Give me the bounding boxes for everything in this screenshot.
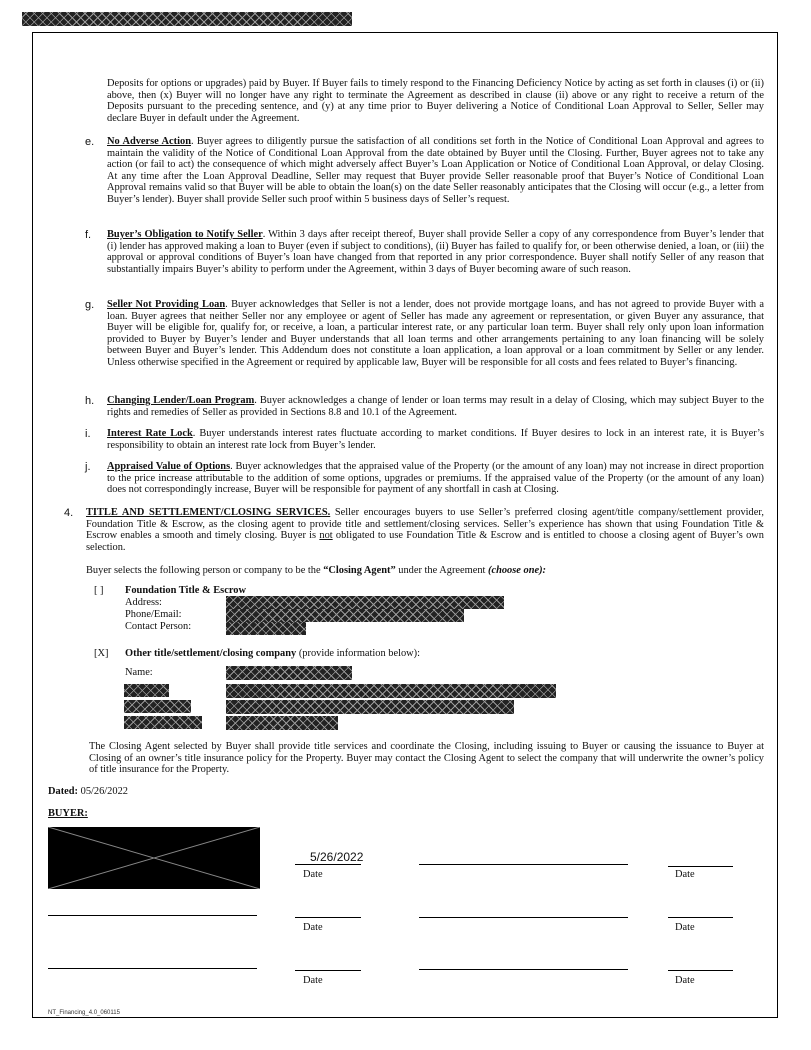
signature-date-line-2b <box>668 917 733 918</box>
dated-line <box>48 786 128 798</box>
form-footer-code: NT_Financing_4.0_060115 <box>48 1010 120 1016</box>
option-2-name-redaction <box>226 666 352 680</box>
option-2-value-redaction-3 <box>226 716 338 730</box>
dated-label: Dated: <box>48 786 79 797</box>
select-line-choose: (choose one): <box>488 565 547 576</box>
clause-h-title: Changing Lender/Loan Program <box>107 395 255 406</box>
date-label-3a: Date <box>303 975 323 986</box>
buyer-signature-redaction <box>48 827 260 889</box>
redaction-x-icon <box>48 827 260 889</box>
dated-value: 05/26/2022 <box>80 786 128 797</box>
signature-date-line-2a <box>295 917 361 918</box>
signature-line-2a <box>48 915 257 916</box>
clause-h-letter: h. <box>85 395 95 407</box>
date-label-1a: Date <box>303 869 323 880</box>
clause-e-letter: e. <box>85 136 95 148</box>
option-2-label-redaction-2 <box>124 700 191 713</box>
section-4-number: 4. <box>64 507 74 519</box>
clause-i-letter: i. <box>85 428 91 440</box>
option-1-address-label: Address: <box>125 597 162 608</box>
clause-j <box>107 461 764 496</box>
option-1-address-redaction <box>226 596 504 609</box>
clause-f-text: . Within 3 days after receipt thereof, Buyer shall provide Seller a copy of any correspondence from Buyer’s lender that (i) lender has approved making a loan to Buyer (even if subject to conditions), (ii) Buyer has failed to qualify for, or been otherwise denied, a loan, or (iii) the approval or approval conditions of Buyer’s loan have changed from that reported in any prior correspondence. Buyer shall notify Seller of any reason that substantially impairs Buyer’s ability to perform under the Agreement, within 3 days of Buyer becoming aware of such reason. <box>107 229 765 275</box>
date-label-1b: Date <box>675 869 695 880</box>
option-2-checkbox[interactable]: [X] <box>94 648 109 659</box>
header-redaction <box>22 12 352 26</box>
option-2-note: (provide information below): <box>296 648 421 659</box>
option-2-value-redaction-2 <box>226 700 514 714</box>
option-1-contact-label: Contact Person: <box>125 621 192 632</box>
clause-e <box>107 136 764 206</box>
clause-h-text: . Buyer acknowledges a change of lender or loan terms may result in a delay of Closing, which may subject Buyer to the rights and remedies of Seller as provided in Sections 8.8 and 10.1 of the Agreement. <box>107 395 764 418</box>
clause-i-text: . Buyer understands interest rates fluctuate according to market conditions. If Buyer desires to lock in an interest rate, it is Buyer’s responsibility to obtain an interest rate lock from Buyer’s lender. <box>107 428 764 451</box>
option-1-checkbox[interactable]: [ ] <box>94 585 104 596</box>
clause-g-text: . Buyer acknowledges that Seller is not a lender, does not provide mortgage loans, and has not agreed to provide Buyer with a loan. Buyer agrees that neither Seller nor any employee or agent of Seller has made any agreement or representation, or given Buyer any assurance, that Buyer will be eligible for, qualify for, or receive, a loan, a particular interest rate, or any particular loan term. Buyer shall rely only upon loan information provided to Buyer by Buyer’s lender and Buyer understands that all loan terms and other arrangements pertaining to any loan financing will be solely between Buyer and Buyer’s lender. This Addendum does not constitute a loan application, a loan approval or a loan commitment by Seller or any lender. Unless otherwise specified in the Agreement or required by applicable law, Buyer will be responsible for all costs and fees related to Buyer’s financing. <box>107 299 764 368</box>
clause-g-title: Seller Not Providing Loan <box>107 299 226 310</box>
option-2-name: Other title/settlement/closing company <box>125 648 297 659</box>
clause-e-text: . Buyer agrees to diligently pursue the satisfaction of all conditions set forth in the Notice of Conditional Loan Approval and agrees to maintain the validity of the Notice of Conditional Loan Approval from the date obtained by Buyer until the Closing. Further, Buyer agrees not to take any action (or fail to act) the consequence of which might adversely affect Buyer’s Loan Application or Notice of Conditional Loan Approval, or delay Closing. At any time after the Loan Approval Deadline, Seller may request that Buyer provide Seller reasonable proof that Buyer’s Notice of Conditional Loan Approval remains valid so that Buyer will be able to obtain the loan(s) on the date Seller reasonably anticipates that the Closing will occur (e.g., a letter from Buyer’s lender). Buyer shall provide Seller such proof within 5 business days of Seller’s request. <box>107 136 764 205</box>
date-label-3b: Date <box>675 975 695 986</box>
section-4-text-a: Seller encourages buyers to use Seller’s preferred closing agent/title company/settlement provider, Foundation Title & Escrow, as the closing agent to provide title and settlement/closing services. Seller’s experience has shown that using Foundation Title & Escrow enables a smooth and timely closing. Buyer is <box>86 507 764 542</box>
clause-j-title: Appraised Value of Options <box>107 461 231 472</box>
closing-agent-paragraph: The Closing Agent selected by Buyer shall provide title services and coordinate the Closing, including issuing to Buyer or causing the issuance to Buyer at Closing of an owner’s title insurance policy for the Property. Buyer may contact the Closing Agent to select the company that will underwrite the owner’s policy of title insurance for the Property. <box>89 741 764 776</box>
section-4-title: TITLE AND SETTLEMENT/CLOSING SERVICES. <box>86 507 331 518</box>
date-label-2a: Date <box>303 922 323 933</box>
date-label-2b: Date <box>675 922 695 933</box>
intro-paragraph: Deposits for options or upgrades) paid by Buyer. If Buyer fails to timely respond to the Financing Deficiency Notice by acting as set forth in clauses (i) or (ii) above, then (x) Buyer will no longer have any right to terminate the Agreement as described in clause (ii) above or any right to receive a return of the Deposits pursuant to the preceding sentence, and (y) at any time prior to Buyer delivering a Notice of Conditional Loan Approval to Seller, Seller may declare Buyer in default under the Agreement. <box>107 78 764 124</box>
option-1-contact-redaction <box>226 622 306 635</box>
signature-date-line-3b <box>668 970 733 971</box>
select-line-middle: under the Agreement <box>395 565 488 576</box>
select-line-before: Buyer selects the following person or company to be the <box>86 565 324 576</box>
clause-g-letter: g. <box>85 299 95 311</box>
clause-f-title: Buyer’s Obligation to Notify Seller <box>107 229 263 240</box>
option-2-label-redaction-1 <box>124 684 169 697</box>
option-2-name-label: Name: <box>125 667 153 678</box>
signed-date-value: 5/26/2022 <box>310 850 364 864</box>
signature-line-1b <box>419 864 628 865</box>
clause-i-title: Interest Rate Lock <box>107 428 193 439</box>
buyer-label: BUYER: <box>48 808 88 819</box>
clause-f <box>107 229 764 275</box>
signature-line-3a <box>48 968 257 969</box>
clause-f-letter: f. <box>85 229 92 241</box>
section-4-text-b: obligated to use Foundation Title & Escrow and is entitled to choose a closing agent of Buyer’s own selection. <box>86 530 765 553</box>
section-4-not: not <box>319 530 333 542</box>
select-line-closing-agent: “Closing Agent” <box>323 565 396 576</box>
clause-g <box>107 299 764 369</box>
option-2-label <box>125 648 420 660</box>
clause-i <box>107 428 764 451</box>
signature-line-2b <box>419 917 628 918</box>
signature-date-line-1b <box>668 866 733 867</box>
section-4 <box>86 507 764 553</box>
signature-date-line-3a <box>295 970 361 971</box>
clause-j-letter: j. <box>85 461 91 473</box>
select-line <box>86 565 764 577</box>
option-1-name: Foundation Title & Escrow <box>125 585 246 596</box>
option-2-value-redaction-1 <box>226 684 556 698</box>
clause-e-title: No Adverse Action <box>107 136 191 147</box>
signature-date-line-1a <box>295 864 361 865</box>
option-1-phone-label: Phone/Email: <box>125 609 182 620</box>
option-1-phone-redaction <box>226 609 464 622</box>
clause-h <box>107 395 764 418</box>
clause-j-text: . Buyer acknowledges that the appraised value of the Property (or the amount of any loan) may not increase in direct proportion to the price increase attributable to the addition of some options, upgrades or premiums. If the appraised value of the Property (or the amount of any loan) does not correspondingly increase, Buyer will be responsible for payment of any shortfall in cash at Closing. <box>107 461 764 496</box>
option-2-label-redaction-3 <box>124 716 202 729</box>
signature-line-3b <box>419 969 628 970</box>
